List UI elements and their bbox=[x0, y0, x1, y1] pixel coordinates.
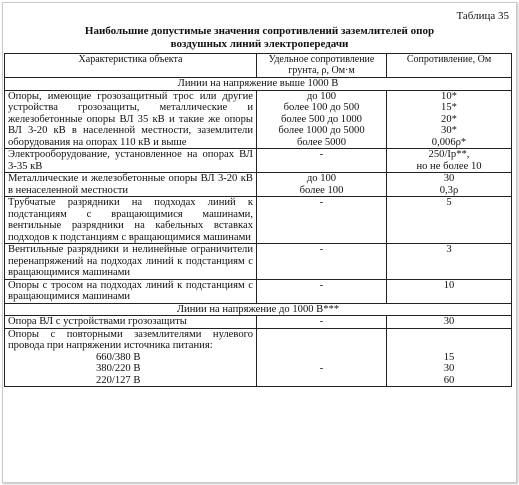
resistance-value: 15 bbox=[443, 351, 455, 363]
row-object-text: Опоры с тросом на подходах линий к подстанциям с вращающимися машинами bbox=[5, 279, 257, 303]
table-title-line-2: воздушных линий электропередачи bbox=[170, 38, 349, 50]
row-resistance-value: 10 bbox=[387, 279, 512, 303]
rho-value: более 1000 до 5000 bbox=[278, 125, 365, 136]
row-resistance-value: 30 bbox=[387, 316, 512, 329]
table-row bbox=[5, 316, 512, 329]
table-row bbox=[5, 90, 512, 149]
row-resistivity-value: - bbox=[257, 197, 387, 244]
table-row bbox=[5, 173, 512, 197]
row-resistance-value: 5 bbox=[387, 197, 512, 244]
row-resistance-values bbox=[387, 173, 512, 197]
rho-value: более 100 bbox=[299, 184, 344, 196]
resistance-value: 30 bbox=[443, 363, 455, 374]
header-resistivity: Удельное сопротивление грунта, ρ, Ом·м bbox=[257, 54, 387, 78]
resistance-value: 10* bbox=[441, 90, 457, 102]
voltage-label: 380/220 В bbox=[96, 363, 141, 374]
rho-value: более 500 до 1000 bbox=[281, 113, 362, 125]
resistance-value: 20* bbox=[441, 113, 457, 125]
table-row bbox=[5, 149, 512, 173]
row-object-text: Трубчатые разрядники на подходах линий к подстанциям с вращающимися машинами, вентильные разрядники на кабельных вставках подходов к подстанциям с вращающимися машинами bbox=[5, 197, 257, 244]
row-object-text: Вентильные разрядники и нелинейные ограничители перенапряжений на подходах линий к подстанциям с вращающимися машинами bbox=[5, 244, 257, 280]
rho-value: более 100 до 500 bbox=[283, 102, 360, 113]
voltage-label: 660/380 В bbox=[96, 351, 141, 363]
rho-value: более 5000 bbox=[296, 136, 347, 148]
row-object-text: Опоры, имеющие грозозащитный трос или другие устройства грозозащиты, металлические и железобетонные опоры ВЛ 35 кВ и такие же опоры ВЛ 3-20 кВ в населенной местности, заземлители оборудования на опорах 110 кВ и выше bbox=[5, 90, 257, 149]
row-resistance-value: 3 bbox=[387, 244, 512, 280]
table-title-line-1: Наибольшие допустимые значения сопротивлений заземлителей опор bbox=[84, 25, 435, 37]
row-object-text: Металлические и железобетонные опоры ВЛ 3-20 кВ в ненаселенной местности bbox=[5, 173, 257, 197]
rho-value: до 100 bbox=[306, 90, 337, 102]
row-resistivity-value: - bbox=[257, 328, 387, 387]
row-resistivity-values bbox=[257, 90, 387, 149]
resistance-value: 30 bbox=[443, 173, 455, 184]
voltage-label: 220/127 В bbox=[96, 374, 141, 386]
table-number: Таблица 35 bbox=[456, 10, 509, 22]
row-resistance-values bbox=[387, 149, 512, 173]
row-resistance-values bbox=[387, 90, 512, 149]
resistance-value: 250/Iр**, bbox=[428, 149, 470, 160]
row-resistivity-values bbox=[257, 173, 387, 197]
row-object-text: Опоры с повторными заземлителями нулевого провода при напряжении источника питания: bbox=[8, 328, 253, 351]
row-object-cell bbox=[5, 328, 257, 387]
header-resistance: Сопротивление, Ом bbox=[387, 54, 512, 78]
row-resistivity-value: - bbox=[257, 316, 387, 329]
table-row bbox=[5, 197, 512, 244]
row-object-text: Электрооборудование, установленное на опорах ВЛ 3-35 кВ bbox=[5, 149, 257, 173]
row-object-text: Опора ВЛ с устройствами грозозащиты bbox=[5, 316, 257, 329]
table-row bbox=[5, 328, 512, 387]
rho-value: до 100 bbox=[306, 173, 337, 184]
table-row bbox=[5, 279, 512, 303]
grounding-resistance-table bbox=[4, 53, 512, 387]
row-resistivity-value: - bbox=[257, 244, 387, 280]
resistance-value: 0,006ρ* bbox=[431, 136, 467, 148]
resistance-value: 60 bbox=[443, 374, 455, 386]
resistance-value: 15* bbox=[441, 102, 457, 113]
section-row-above-1000 bbox=[5, 78, 512, 91]
resistance-value: но не более 10 bbox=[416, 160, 482, 172]
row-resistivity-value: - bbox=[257, 279, 387, 303]
resistance-value: 30* bbox=[441, 125, 457, 136]
section-row-upto-1000 bbox=[5, 303, 512, 316]
section-label: Линии на напряжение выше 1000 В bbox=[5, 78, 512, 91]
table-row bbox=[5, 244, 512, 280]
resistance-value: 0,3ρ bbox=[439, 184, 459, 196]
row-resistance-values bbox=[387, 328, 512, 387]
header-row bbox=[5, 54, 512, 78]
section-label: Линии на напряжение до 1000 В*** bbox=[5, 303, 512, 316]
header-object: Характеристика объекта bbox=[5, 54, 257, 78]
row-resistivity-value: - bbox=[257, 149, 387, 173]
